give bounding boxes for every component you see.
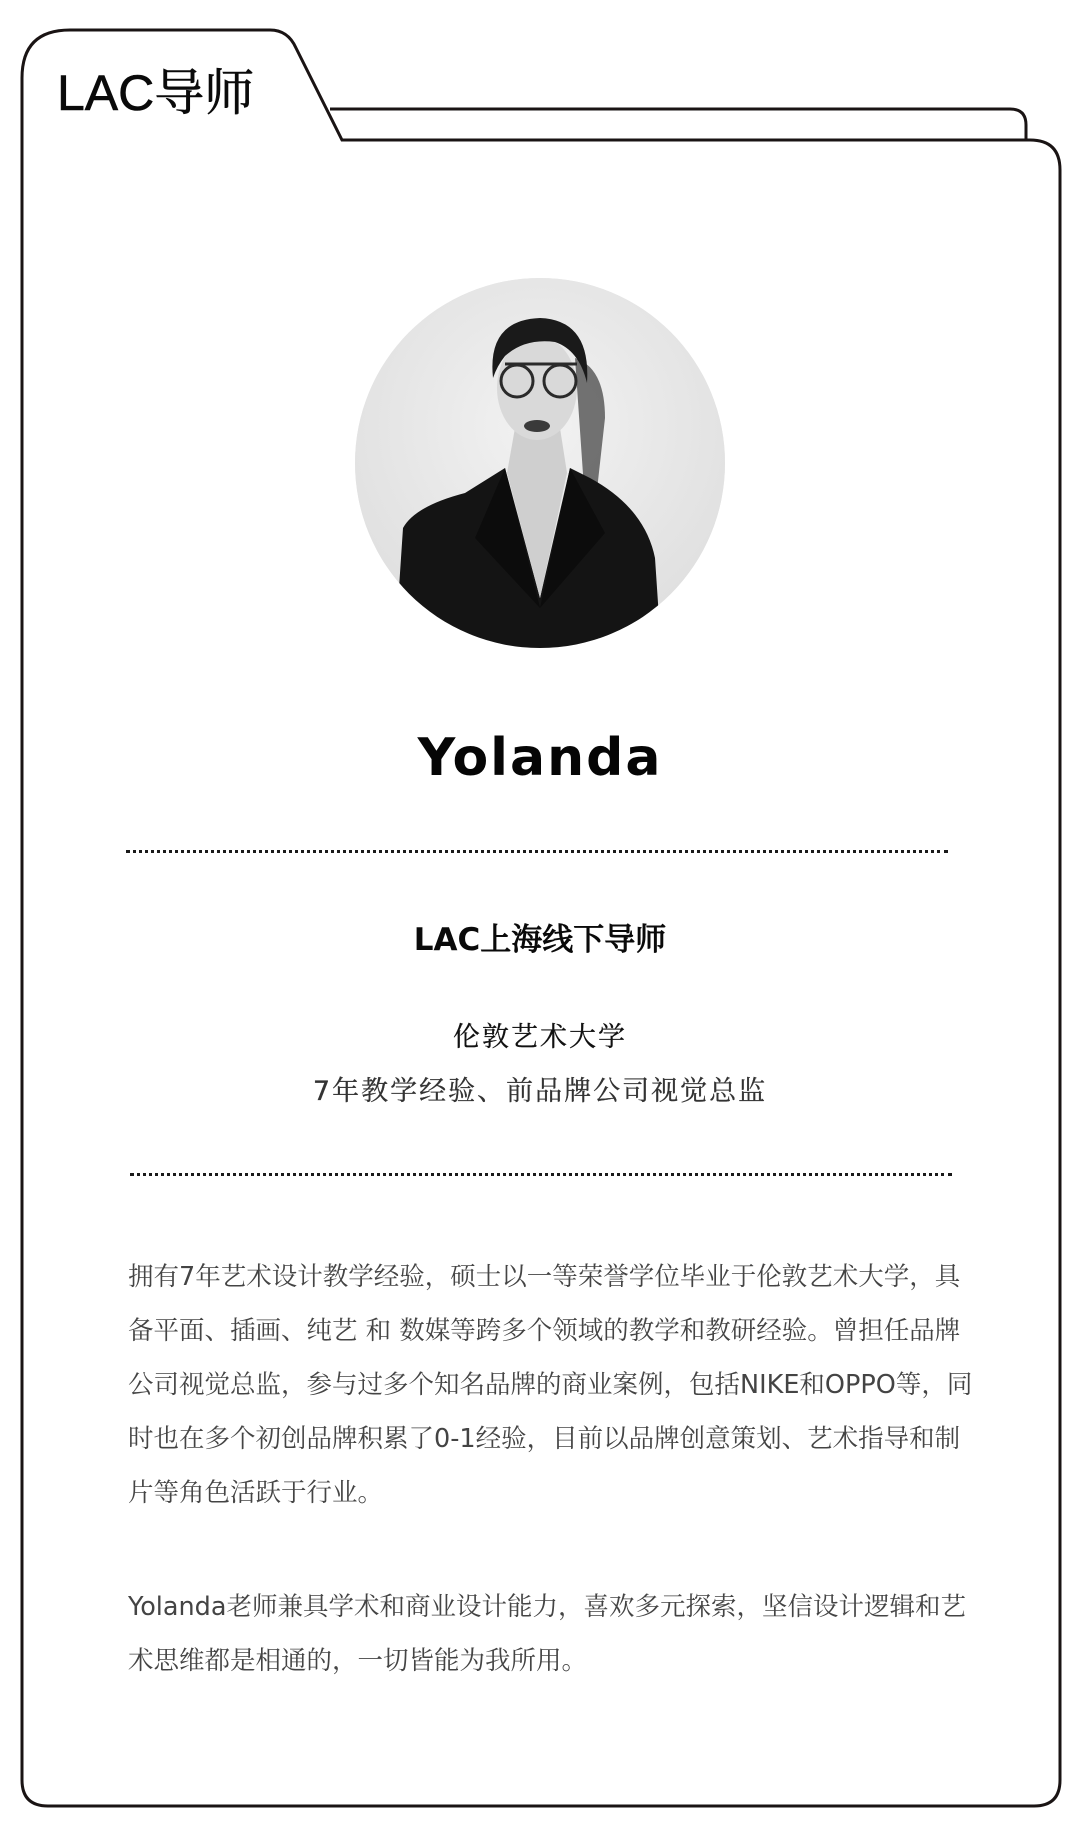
portrait-illustration	[355, 278, 725, 648]
mentor-experience: 7年教学经验、前品牌公司视觉总监	[312, 1076, 768, 1107]
bio-paragraph: 拥有7年艺术设计教学经验，硕士以一等荣誉学位毕业于伦敦艺术大学，具备平面、插画、纯艺 和 数媒等跨多个领域的教学和教研经验。曾担任品牌公司视觉总监，参与过多个知名品牌的商业案例，包括NIKE和OPPO等，同时也在多个初创品牌积累了0-1经验，目前以品牌创意策划、艺术指导和制片等角色活跃于行业。	[128, 1262, 973, 1508]
mentor-role: LAC上海线下导师	[413, 922, 667, 958]
portrait-photo	[355, 278, 725, 648]
dotted-divider	[126, 850, 948, 853]
bio-paragraph: Yolanda老师兼具学术和商业设计能力，喜欢多元探索，坚信设计逻辑和艺术思维都是相通的，一切皆能为我所用。	[128, 1592, 966, 1676]
mentor-school: 伦敦艺术大学	[453, 1022, 627, 1053]
back-tab-outline	[330, 109, 1026, 140]
dotted-divider	[130, 1173, 952, 1176]
mentor-name: Yolanda	[417, 728, 663, 788]
tab-title: LAC导师	[57, 65, 255, 121]
